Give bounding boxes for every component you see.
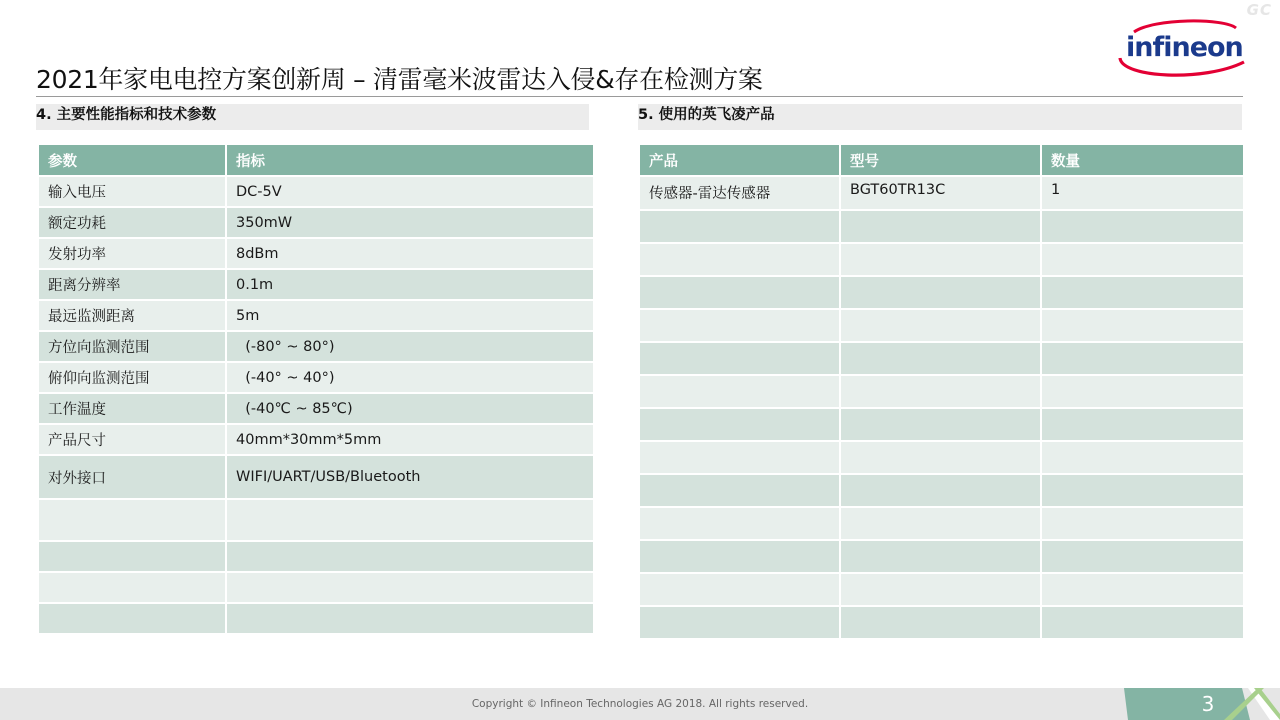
logo-text: infineon (1126, 32, 1243, 63)
table-row (639, 540, 1244, 573)
spec-heading-text: 4. 主要性能指标和技术参数 (36, 107, 217, 123)
column-header: 指标 (226, 144, 594, 176)
table-row (38, 393, 594, 424)
quantity-cell (1041, 408, 1244, 441)
table-row (639, 375, 1244, 408)
value-cell: 350mW (226, 207, 594, 238)
product-cell (639, 309, 840, 342)
param-cell: 产品尺寸 (38, 424, 226, 455)
value-cell: WIFI/UART/USB/Bluetooth (226, 455, 594, 499)
param-cell: 方位向监测范围 (38, 331, 226, 362)
value-cell (226, 541, 594, 572)
model-cell (840, 309, 1041, 342)
table-row (639, 176, 1244, 210)
quantity-cell (1041, 606, 1244, 639)
quantity-cell (1041, 276, 1244, 309)
table-row (639, 474, 1244, 507)
table-row (38, 455, 594, 499)
table-row (639, 441, 1244, 474)
page-number: 3 (1201, 692, 1215, 716)
product-section-heading (638, 104, 1242, 130)
model-cell (840, 276, 1041, 309)
table-row (639, 243, 1244, 276)
model-cell (840, 342, 1041, 375)
quantity-cell (1041, 573, 1244, 606)
product-cell (639, 540, 840, 573)
param-cell: 发射功率 (38, 238, 226, 269)
product-cell (639, 441, 840, 474)
column-header: 参数 (38, 144, 226, 176)
column-header: 数量 (1041, 144, 1244, 176)
value-cell (226, 499, 594, 541)
table-row (38, 331, 594, 362)
column-header: 产品 (639, 144, 840, 176)
table-row (38, 541, 594, 572)
model-cell (840, 540, 1041, 573)
table-row (639, 309, 1244, 342)
copyright-text: Copyright © Infineon Technologies AG 2018. All rights reserved. (471, 698, 809, 710)
product-cell (639, 342, 840, 375)
table-row (38, 269, 594, 300)
model-cell (840, 375, 1041, 408)
value-cell: 5m (226, 300, 594, 331)
model-cell (840, 573, 1041, 606)
quantity-cell (1041, 441, 1244, 474)
quantity-cell (1041, 243, 1244, 276)
product-cell (639, 573, 840, 606)
quantity-cell (1041, 507, 1244, 540)
column-header: 型号 (840, 144, 1041, 176)
model-cell (840, 408, 1041, 441)
spec-table (37, 143, 595, 635)
param-cell (38, 541, 226, 572)
title-divider (36, 96, 1243, 97)
product-cell (639, 375, 840, 408)
table-row (38, 424, 594, 455)
param-cell (38, 603, 226, 634)
value-cell: 8dBm (226, 238, 594, 269)
table-row (38, 362, 594, 393)
product-cell (639, 243, 840, 276)
value-cell: 40mm*30mm*5mm (226, 424, 594, 455)
table-row (639, 606, 1244, 639)
model-cell: BGT60TR13C (840, 176, 1041, 210)
table-row (38, 176, 594, 207)
value-cell (226, 603, 594, 634)
product-cell (639, 606, 840, 639)
param-cell: 额定功耗 (38, 207, 226, 238)
table-row (639, 408, 1244, 441)
product-cell (639, 408, 840, 441)
value-cell: DC-5V (226, 176, 594, 207)
quantity-cell (1041, 540, 1244, 573)
value-cell: (-40℃ ~ 85℃) (226, 393, 594, 424)
spec-section-heading (36, 104, 589, 130)
product-table (638, 143, 1245, 640)
quantity-cell (1041, 342, 1244, 375)
product-cell: 传感器-雷达传感器 (639, 176, 840, 210)
infineon-logo (1114, 18, 1248, 80)
table-row (38, 207, 594, 238)
param-cell: 输入电压 (38, 176, 226, 207)
table-row (38, 300, 594, 331)
table-row (639, 276, 1244, 309)
table-row (38, 238, 594, 269)
product-cell (639, 507, 840, 540)
model-cell (840, 441, 1041, 474)
quantity-cell (1041, 474, 1244, 507)
param-cell: 工作温度 (38, 393, 226, 424)
quantity-cell (1041, 210, 1244, 243)
param-cell: 最远监测距离 (38, 300, 226, 331)
model-cell (840, 243, 1041, 276)
table-row (38, 499, 594, 541)
value-cell: (-80° ~ 80°) (226, 331, 594, 362)
param-cell: 距离分辨率 (38, 269, 226, 300)
param-cell (38, 572, 226, 603)
value-cell: (-40° ~ 40°) (226, 362, 594, 393)
table-row (38, 572, 594, 603)
table-row (639, 507, 1244, 540)
model-cell (840, 210, 1041, 243)
product-table-header (639, 144, 1244, 176)
corner-tag: GC (1246, 1, 1272, 19)
spec-table-header (38, 144, 594, 176)
product-cell (639, 276, 840, 309)
page-title: 2021年家电电控方案创新周 – 清雷毫米波雷达入侵&存在检测方案 (36, 65, 763, 94)
product-cell (639, 210, 840, 243)
table-row (639, 342, 1244, 375)
model-cell (840, 507, 1041, 540)
param-cell: 俯仰向监测范围 (38, 362, 226, 393)
param-cell (38, 499, 226, 541)
model-cell (840, 606, 1041, 639)
table-row (38, 603, 594, 634)
param-cell: 对外接口 (38, 455, 226, 499)
table-row (639, 573, 1244, 606)
product-cell (639, 474, 840, 507)
value-cell: 0.1m (226, 269, 594, 300)
quantity-cell (1041, 375, 1244, 408)
product-heading-text: 5. 使用的英飞凌产品 (638, 107, 775, 123)
quantity-cell (1041, 309, 1244, 342)
quantity-cell: 1 (1041, 176, 1244, 210)
model-cell (840, 474, 1041, 507)
value-cell (226, 572, 594, 603)
table-row (639, 210, 1244, 243)
